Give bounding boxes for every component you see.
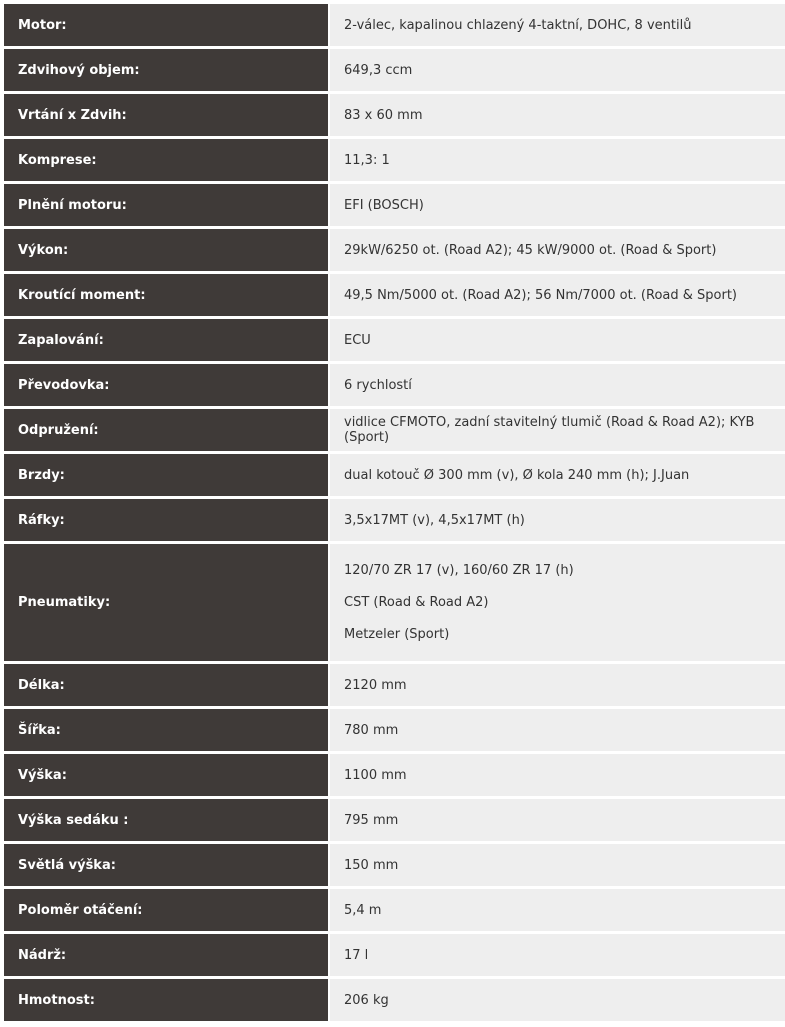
spec-row-length — [4, 664, 785, 706]
spec-row-ground-clearance — [4, 844, 785, 886]
spec-value-line: 120/70 ZR 17 (v), 160/60 ZR 17 (h) — [344, 562, 574, 578]
spec-row-compression — [4, 139, 785, 181]
spec-value: 6 rychlostí — [330, 364, 785, 406]
spec-value: 780 mm — [330, 709, 785, 751]
spec-row-displacement — [4, 49, 785, 91]
spec-label: Brzdy: — [4, 454, 330, 496]
spec-value-line: CST (Road & Road A2) — [344, 594, 489, 610]
spec-value: 150 mm — [330, 844, 785, 886]
spec-value: 49,5 Nm/5000 ot. (Road A2); 56 Nm/7000 ot. (Road & Sport) — [330, 274, 785, 316]
spec-value: ECU — [330, 319, 785, 361]
spec-row-ignition — [4, 319, 785, 361]
spec-label: Kroutící moment: — [4, 274, 330, 316]
spec-value: 29kW/6250 ot. (Road A2); 45 kW/9000 ot. (Road & Sport) — [330, 229, 785, 271]
spec-label: Výkon: — [4, 229, 330, 271]
spec-value: 1100 mm — [330, 754, 785, 796]
spec-row-motor — [4, 4, 785, 46]
spec-label: Šířka: — [4, 709, 330, 751]
spec-row-bore-stroke — [4, 94, 785, 136]
spec-label: Zapalování: — [4, 319, 330, 361]
spec-value: 2120 mm — [330, 664, 785, 706]
spec-row-width — [4, 709, 785, 751]
spec-label: Ráfky: — [4, 499, 330, 541]
spec-label: Odpružení: — [4, 409, 330, 451]
spec-row-tank — [4, 934, 785, 976]
spec-label: Pneumatiky: — [4, 544, 330, 661]
spec-table — [4, 4, 785, 1021]
spec-value: 3,5x17MT (v), 4,5x17MT (h) — [330, 499, 785, 541]
spec-row-turning-radius — [4, 889, 785, 931]
spec-label: Poloměr otáčení: — [4, 889, 330, 931]
spec-label: Komprese: — [4, 139, 330, 181]
spec-row-brakes — [4, 454, 785, 496]
spec-label: Výška: — [4, 754, 330, 796]
spec-value: 206 kg — [330, 979, 785, 1021]
spec-row-fuel-system — [4, 184, 785, 226]
spec-row-torque — [4, 274, 785, 316]
spec-label: Výška sedáku : — [4, 799, 330, 841]
spec-row-tyres — [4, 544, 785, 661]
spec-value: 17 l — [330, 934, 785, 976]
spec-label: Světlá výška: — [4, 844, 330, 886]
spec-label: Délka: — [4, 664, 330, 706]
spec-row-gearbox — [4, 364, 785, 406]
spec-label: Plnění motoru: — [4, 184, 330, 226]
spec-label: Převodovka: — [4, 364, 330, 406]
spec-row-weight — [4, 979, 785, 1021]
spec-label: Nádrž: — [4, 934, 330, 976]
spec-value: 11,3: 1 — [330, 139, 785, 181]
spec-label: Vrtání x Zdvih: — [4, 94, 330, 136]
spec-label: Zdvihový objem: — [4, 49, 330, 91]
spec-label: Motor: — [4, 4, 330, 46]
spec-value: 649,3 ccm — [330, 49, 785, 91]
spec-value: EFI (BOSCH) — [330, 184, 785, 226]
spec-label: Hmotnost: — [4, 979, 330, 1021]
spec-value: vidlice CFMOTO, zadní stavitelný tlumič (Road & Road A2); KYB (Sport) — [330, 409, 785, 451]
spec-value: 5,4 m — [330, 889, 785, 931]
spec-value-line: Metzeler (Sport) — [344, 626, 450, 642]
spec-row-rims — [4, 499, 785, 541]
spec-value — [330, 544, 785, 661]
spec-value: 2-válec, kapalinou chlazený 4-taktní, DOHC, 8 ventilů — [330, 4, 785, 46]
spec-row-suspension — [4, 409, 785, 451]
spec-value: dual kotouč Ø 300 mm (v), Ø kola 240 mm (h); J.Juan — [330, 454, 785, 496]
spec-value: 795 mm — [330, 799, 785, 841]
spec-value: 83 x 60 mm — [330, 94, 785, 136]
spec-row-height — [4, 754, 785, 796]
spec-row-power — [4, 229, 785, 271]
spec-row-seat-height — [4, 799, 785, 841]
